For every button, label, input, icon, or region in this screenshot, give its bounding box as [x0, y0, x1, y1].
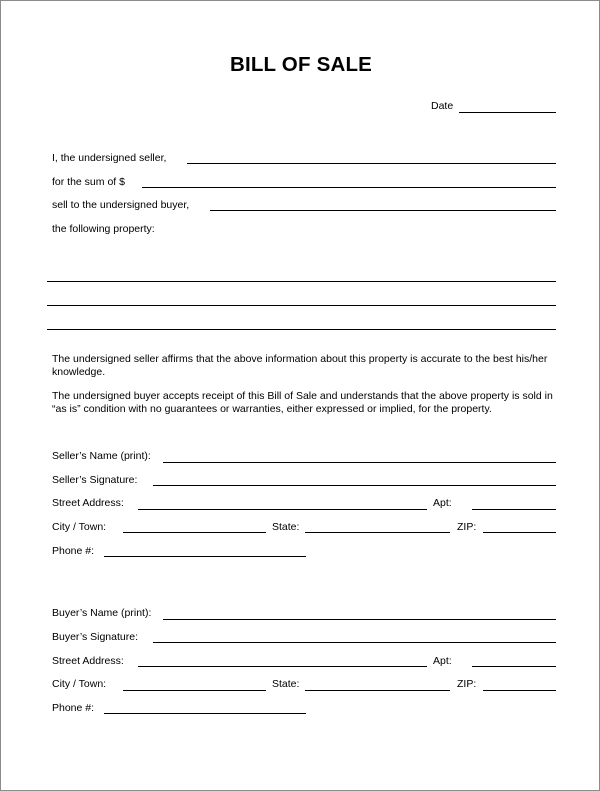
seller-state-field[interactable]: [305, 532, 450, 533]
seller-city-label: City / Town:: [52, 521, 107, 533]
accept-paragraph: The undersigned buyer accepts receipt of this Bill of Sale and understands that the above property is sold in “as is” condition with no guarantees or warranties, either expressed or implied, for the property.: [52, 390, 553, 415]
seller-apt-field[interactable]: [472, 509, 556, 510]
buyer-apt-label: Apt:: [433, 655, 452, 667]
seller-street-label: Street Address:: [52, 497, 124, 509]
buyer-street-label: Street Address:: [52, 655, 124, 667]
seller-street-field[interactable]: [138, 509, 427, 510]
seller-zip-label: ZIP:: [457, 521, 477, 533]
buyer-signature-field[interactable]: [153, 642, 556, 643]
seller-phone-label: Phone #:: [52, 545, 95, 557]
seller-zip-field[interactable]: [483, 532, 556, 533]
property-line-1[interactable]: [47, 281, 556, 282]
date-label: Date: [431, 100, 454, 112]
seller-state-label: State:: [272, 521, 300, 533]
seller-name-field[interactable]: [163, 462, 556, 463]
buyer-zip-label: ZIP:: [457, 678, 477, 690]
date-field[interactable]: [459, 112, 556, 113]
property-line-2[interactable]: [47, 305, 556, 306]
buyer-city-field[interactable]: [123, 690, 266, 691]
property-label: the following property:: [52, 223, 155, 235]
seller-name-label: Seller’s Name (print):: [52, 450, 151, 462]
property-line-3[interactable]: [47, 329, 556, 330]
seller-field[interactable]: [187, 163, 556, 164]
affirm-paragraph: The undersigned seller affirms that the above information about this property is accurate to the best his/her knowledge.: [52, 353, 548, 378]
seller-signature-field[interactable]: [153, 485, 556, 486]
sell-to-label: sell to the undersigned buyer,: [52, 199, 190, 211]
seller-line-label: I, the undersigned seller,: [52, 152, 167, 164]
page-title: BILL OF SALE: [229, 53, 373, 76]
buyer-apt-field[interactable]: [472, 666, 556, 667]
buyer-state-field[interactable]: [305, 690, 450, 691]
sum-field[interactable]: [142, 187, 556, 188]
buyer-city-label: City / Town:: [52, 678, 107, 690]
buyer-phone-field[interactable]: [104, 713, 306, 714]
seller-phone-field[interactable]: [104, 556, 306, 557]
buyer-signature-label: Buyer’s Signature:: [52, 631, 138, 643]
buyer-state-label: State:: [272, 678, 300, 690]
sum-label: for the sum of $: [52, 176, 125, 188]
buyer-name-field[interactable]: [163, 619, 556, 620]
seller-signature-label: Seller’s Signature:: [52, 474, 138, 486]
seller-city-field[interactable]: [123, 532, 266, 533]
buyer-phone-label: Phone #:: [52, 702, 95, 714]
buyer-street-field[interactable]: [138, 666, 427, 667]
buyer-zip-field[interactable]: [483, 690, 556, 691]
buyer-name-label: Buyer’s Name (print):: [52, 607, 152, 619]
seller-apt-label: Apt:: [433, 497, 452, 509]
buyer-field[interactable]: [210, 210, 556, 211]
